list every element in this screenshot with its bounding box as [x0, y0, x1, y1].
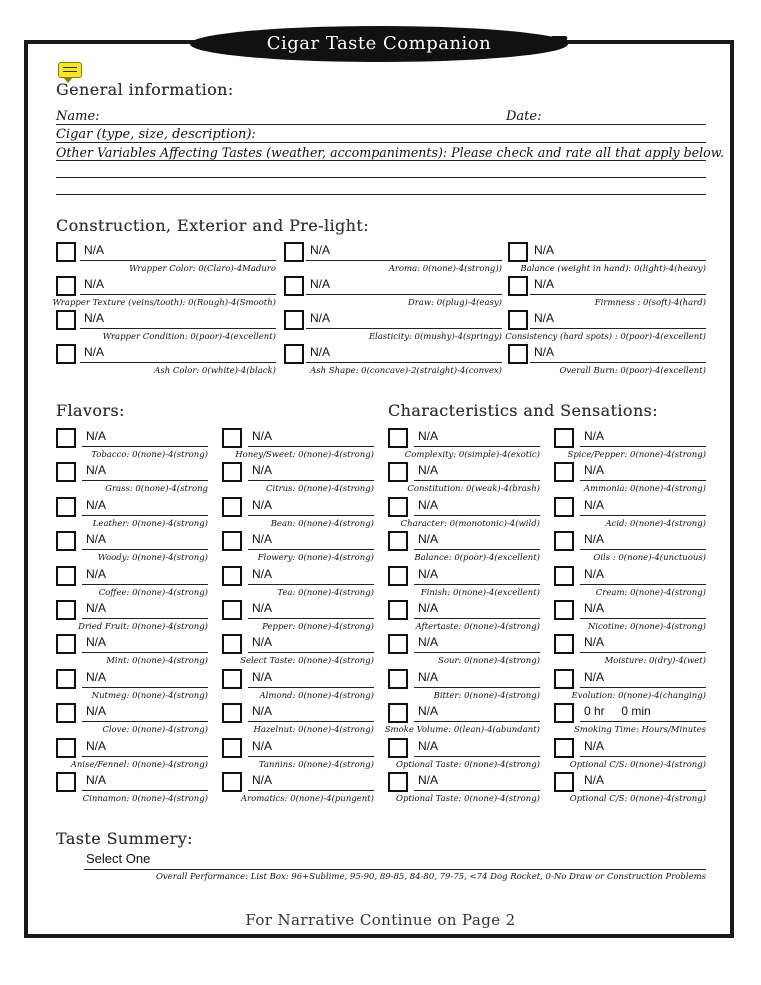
rating-checkbox[interactable] [222, 462, 242, 482]
rating-underline [580, 584, 706, 585]
rating-underline [580, 549, 706, 550]
rating-checkbox[interactable] [56, 703, 76, 723]
rating-underline [82, 446, 208, 447]
rating-checkbox[interactable] [388, 566, 408, 586]
rating-caption: Consistency (hard spots) : 0(poor)-4(excellent) [505, 332, 706, 342]
rating-value[interactable]: N/A [86, 463, 107, 477]
rating-value[interactable]: N/A [252, 567, 273, 581]
rating-checkbox[interactable] [554, 772, 574, 792]
rating-checkbox[interactable] [284, 276, 304, 296]
rating-checkbox[interactable] [284, 344, 304, 364]
rating-value[interactable]: N/A [252, 532, 273, 546]
rating-caption: Tobacco: 0(none)-4(strong) [91, 450, 208, 460]
rating-value[interactable]: N/A [86, 635, 107, 649]
rating-caption: Cream: 0(none)-4(strong) [595, 588, 706, 598]
cigar-label: Cigar (type, size, description): [56, 127, 256, 142]
rating-checkbox[interactable] [222, 566, 242, 586]
variables-field-1[interactable] [56, 160, 706, 161]
rating-underline [414, 515, 540, 516]
rating-underline [248, 446, 374, 447]
rating-checkbox[interactable] [222, 531, 242, 551]
rating-checkbox[interactable] [388, 738, 408, 758]
rating-caption: Wrapper Color: 0(Claro)-4Maduro [129, 264, 276, 274]
rating-caption: Draw: 0(plug)-4(easy) [407, 298, 502, 308]
rating-underline [530, 362, 706, 363]
rating-caption: Pepper: 0(none)-4(strong) [262, 622, 374, 632]
rating-underline [82, 756, 208, 757]
rating-checkbox[interactable] [388, 428, 408, 448]
rating-value[interactable]: N/A [86, 739, 107, 753]
rating-caption: Aroma: 0(none)-4(strong)) [388, 264, 502, 274]
rating-caption: Ash Color: 0(white)-4(black) [154, 366, 276, 376]
rating-underline [414, 756, 540, 757]
name-label: Name: [56, 109, 100, 124]
rating-checkbox[interactable] [56, 772, 76, 792]
rating-value[interactable]: N/A [310, 311, 331, 325]
rating-underline [306, 294, 502, 295]
rating-underline [82, 687, 208, 688]
rating-underline [82, 549, 208, 550]
rating-checkbox[interactable] [508, 242, 528, 262]
rating-value[interactable]: N/A [534, 277, 555, 291]
rating-value[interactable]: N/A [534, 243, 555, 257]
rating-checkbox[interactable] [554, 428, 574, 448]
rating-underline [248, 652, 374, 653]
rating-checkbox[interactable] [222, 772, 242, 792]
rating-value[interactable]: N/A [584, 532, 605, 546]
rating-checkbox[interactable] [222, 703, 242, 723]
rating-checkbox[interactable] [388, 531, 408, 551]
rating-underline [248, 687, 374, 688]
rating-caption: Balance (weight in hand): 0(light)-4(heavy) [520, 264, 706, 274]
rating-checkbox[interactable] [554, 531, 574, 551]
rating-caption: Mint: 0(none)-4(strong) [106, 656, 208, 666]
rating-value[interactable]: N/A [86, 601, 107, 615]
construction-heading: Construction, Exterior and Pre-light: [56, 216, 369, 235]
rating-checkbox[interactable] [554, 566, 574, 586]
rating-underline [82, 618, 208, 619]
rating-checkbox[interactable] [284, 242, 304, 262]
rating-checkbox[interactable] [222, 634, 242, 654]
rating-underline [80, 260, 276, 261]
rating-caption: Bitter: 0(none)-4(strong) [433, 691, 540, 701]
rating-checkbox[interactable] [56, 462, 76, 482]
rating-underline [248, 721, 374, 722]
rating-underline [248, 756, 374, 757]
general-info-heading: General information: [56, 80, 234, 99]
rating-value[interactable]: N/A [252, 704, 273, 718]
rating-underline [80, 328, 276, 329]
rating-value[interactable]: N/A [418, 635, 439, 649]
rating-value[interactable]: N/A [84, 277, 105, 291]
rating-caption: Nicotine: 0(none)-4(strong) [587, 622, 706, 632]
rating-caption: Ash Shape: 0(concave)-2(straight)-4(convex) [310, 366, 502, 376]
comment-note-icon[interactable] [58, 62, 82, 78]
page-title: Cigar Taste Companion [190, 26, 568, 62]
rating-checkbox[interactable] [222, 428, 242, 448]
rating-value[interactable]: N/A [418, 704, 439, 718]
rating-underline [580, 480, 706, 481]
rating-caption: Optional Taste: 0(none)-4(strong) [396, 794, 540, 804]
rating-underline [248, 515, 374, 516]
rating-underline [414, 480, 540, 481]
rating-value[interactable]: N/A [86, 773, 107, 787]
rating-underline [82, 515, 208, 516]
rating-underline [580, 618, 706, 619]
rating-value[interactable]: N/A [418, 498, 439, 512]
rating-value[interactable]: N/A [86, 532, 107, 546]
rating-caption: Citrus: 0(none)-4(strong) [265, 484, 374, 494]
rating-underline [530, 328, 706, 329]
rating-checkbox[interactable] [388, 462, 408, 482]
rating-value[interactable]: N/A [418, 670, 439, 684]
cigar-field[interactable] [56, 142, 706, 143]
rating-underline [82, 790, 208, 791]
rating-caption: Balance: 0(poor)-4(excellent) [414, 553, 540, 563]
rating-underline [414, 790, 540, 791]
rating-underline [248, 790, 374, 791]
rating-checkbox[interactable] [554, 703, 574, 723]
rating-caption: Optional C/S: 0(none)-4(strong) [569, 794, 706, 804]
rating-underline [306, 362, 502, 363]
rating-checkbox[interactable] [388, 634, 408, 654]
rating-checkbox[interactable] [222, 669, 242, 689]
rating-caption: Almond: 0(none)-4(strong) [259, 691, 374, 701]
taste-summary-heading: Taste Summery: [56, 829, 193, 848]
rating-underline [580, 652, 706, 653]
rating-checkbox[interactable] [56, 566, 76, 586]
rating-value[interactable]: N/A [418, 739, 439, 753]
rating-value[interactable]: N/A [584, 463, 605, 477]
rating-checkbox[interactable] [56, 344, 76, 364]
rating-caption: Aromatics: 0(none)-4(pungent) [240, 794, 374, 804]
rating-value[interactable]: N/A [86, 670, 107, 684]
rating-underline [580, 515, 706, 516]
rating-value[interactable]: N/A [534, 311, 555, 325]
rating-underline [414, 652, 540, 653]
rating-value[interactable]: N/A [252, 773, 273, 787]
rating-checkbox[interactable] [508, 344, 528, 364]
flavors-heading: Flavors: [56, 401, 125, 420]
rating-caption: Woody: 0(none)-4(strong) [97, 553, 208, 563]
rating-underline [580, 687, 706, 688]
rating-caption: Flowery: 0(none)-4(strong) [257, 553, 374, 563]
rating-checkbox[interactable] [388, 772, 408, 792]
rating-checkbox[interactable] [554, 669, 574, 689]
rating-checkbox[interactable] [56, 634, 76, 654]
rating-checkbox[interactable] [56, 310, 76, 330]
rating-caption: Acid: 0(none)-4(strong) [605, 519, 706, 529]
date-label: Date: [506, 109, 542, 124]
rating-underline [414, 584, 540, 585]
rating-value[interactable]: N/A [584, 429, 605, 443]
rating-checkbox[interactable] [554, 462, 574, 482]
rating-caption: Anise/Fennel: 0(none)-4(strong) [70, 760, 208, 770]
rating-value[interactable]: N/A [86, 498, 107, 512]
rating-caption: Smoke Volume: 0(lean)-4(abundant) [384, 725, 540, 735]
rating-value[interactable]: N/A [584, 635, 605, 649]
rating-caption: Nutmeg: 0(none)-4(strong) [91, 691, 208, 701]
rating-underline [248, 480, 374, 481]
rating-underline [414, 549, 540, 550]
variables-field-2[interactable] [56, 177, 706, 178]
rating-checkbox[interactable] [56, 497, 76, 517]
rating-checkbox[interactable] [388, 703, 408, 723]
overall-performance-caption: Overall Performance: List Box: 96+Sublime, 95-90, 89-85, 84-80, 79-75, <74 Dog Rocket, 0-No Draw or Construction Problems [155, 872, 706, 882]
rating-caption: Constitution: 0(weak)-4(brash) [407, 484, 540, 494]
rating-underline [82, 652, 208, 653]
rating-caption: Leather: 0(none)-4(strong) [92, 519, 208, 529]
rating-caption: Coffee: 0(none)-4(strong) [98, 588, 208, 598]
rating-underline [580, 756, 706, 757]
footer-note: For Narrative Continue on Page 2 [245, 911, 516, 929]
rating-value[interactable]: N/A [310, 345, 331, 359]
rating-checkbox[interactable] [508, 310, 528, 330]
rating-value[interactable]: 0 hr 0 min [584, 704, 651, 718]
rating-value[interactable]: N/A [418, 567, 439, 581]
rating-checkbox[interactable] [388, 669, 408, 689]
rating-underline [82, 480, 208, 481]
rating-value[interactable]: N/A [252, 635, 273, 649]
rating-value[interactable]: N/A [418, 463, 439, 477]
rating-underline [414, 618, 540, 619]
rating-value[interactable]: N/A [84, 311, 105, 325]
rating-caption: Wrapper Condition: 0(poor)-4(excellent) [102, 332, 276, 342]
rating-checkbox[interactable] [554, 634, 574, 654]
rating-checkbox[interactable] [56, 242, 76, 262]
rating-caption: Finish: 0(none)-4(excellent) [420, 588, 540, 598]
rating-checkbox[interactable] [222, 497, 242, 517]
rating-underline [414, 446, 540, 447]
rating-value[interactable]: N/A [584, 601, 605, 615]
rating-underline [82, 721, 208, 722]
rating-checkbox[interactable] [508, 276, 528, 296]
rating-value[interactable]: N/A [86, 567, 107, 581]
rating-value[interactable]: N/A [584, 498, 605, 512]
rating-caption: Ammonia: 0(none)-4(strong) [583, 484, 706, 494]
rating-caption: Dried Fruit: 0(none)-4(strong) [78, 622, 208, 632]
rating-caption: Evolution: 0(none)-4(changing) [571, 691, 706, 701]
rating-caption: Honey/Sweet: 0(none)-4(strong) [235, 450, 374, 460]
rating-caption: Optional C/S: 0(none)-4(strong) [569, 760, 706, 770]
rating-value[interactable]: N/A [86, 704, 107, 718]
rating-caption: Sour: 0(none)-4(strong) [438, 656, 540, 666]
rating-checkbox[interactable] [56, 276, 76, 296]
rating-caption: Moisture: 0(dry)-4(wet) [604, 656, 706, 666]
summary-underline [84, 869, 706, 870]
rating-value[interactable]: N/A [584, 670, 605, 684]
rating-underline [306, 328, 502, 329]
rating-caption: Clove: 0(none)-4(strong) [102, 725, 208, 735]
rating-value[interactable]: N/A [418, 601, 439, 615]
rating-underline [580, 446, 706, 447]
variables-label: Other Variables Affecting Tastes (weather, accompaniments): Please check and rate all that apply below. [56, 145, 725, 160]
rating-value[interactable]: N/A [310, 277, 331, 291]
rating-underline [248, 618, 374, 619]
rating-checkbox[interactable] [388, 600, 408, 620]
rating-caption: Smoking Time: Hours/Minutes [573, 725, 706, 735]
rating-value[interactable]: N/A [252, 463, 273, 477]
rating-caption: Character: 0(monotonic)-4(wild) [400, 519, 540, 529]
name-date-field[interactable] [56, 124, 706, 125]
rating-value[interactable]: N/A [252, 429, 273, 443]
rating-caption: Bean: 0(none)-4(strong) [270, 519, 374, 529]
rating-caption: Tannins: 0(none)-4(strong) [258, 760, 374, 770]
rating-checkbox[interactable] [222, 600, 242, 620]
rating-caption: Overall Burn: 0(poor)-4(excellent) [559, 366, 706, 376]
rating-value[interactable]: N/A [84, 243, 105, 257]
rating-caption: Elasticity: 0(mushy)-4(springy) [368, 332, 502, 342]
variables-field-3[interactable] [56, 194, 706, 195]
rating-value[interactable]: N/A [252, 739, 273, 753]
rating-underline [306, 260, 502, 261]
rating-value[interactable]: N/A [534, 345, 555, 359]
rating-underline [80, 294, 276, 295]
rating-caption: Tea: 0(none)-4(strong) [277, 588, 374, 598]
rating-value[interactable]: N/A [252, 670, 273, 684]
rating-underline [82, 584, 208, 585]
rating-value[interactable]: N/A [418, 532, 439, 546]
rating-caption: Aftertaste: 0(none)-4(strong) [415, 622, 540, 632]
rating-caption: Spice/Pepper: 0(none)-4(strong) [567, 450, 706, 460]
rating-underline [248, 549, 374, 550]
rating-value[interactable]: N/A [86, 429, 107, 443]
rating-checkbox[interactable] [554, 600, 574, 620]
rating-caption: Optional Taste: 0(none)-4(strong) [396, 760, 540, 770]
rating-value[interactable]: N/A [584, 739, 605, 753]
rating-underline [80, 362, 276, 363]
rating-underline [580, 721, 706, 722]
rating-underline [414, 687, 540, 688]
rating-checkbox[interactable] [388, 497, 408, 517]
rating-value[interactable]: N/A [252, 498, 273, 512]
rating-caption: Firmness : 0(soft)-4(hard) [594, 298, 706, 308]
rating-checkbox[interactable] [222, 738, 242, 758]
rating-value[interactable]: N/A [310, 243, 331, 257]
overall-performance-select[interactable]: Select One [86, 851, 151, 866]
rating-underline [414, 721, 540, 722]
rating-caption: Hazelnut: 0(none)-4(strong) [253, 725, 374, 735]
rating-checkbox[interactable] [554, 497, 574, 517]
rating-caption: Cinnamon: 0(none)-4(strong) [82, 794, 208, 804]
rating-checkbox[interactable] [56, 738, 76, 758]
rating-value[interactable]: N/A [418, 429, 439, 443]
rating-caption: Select Taste: 0(none)-4(strong) [240, 656, 374, 666]
rating-value[interactable]: N/A [584, 773, 605, 787]
rating-underline [580, 790, 706, 791]
rating-caption: Complexity: 0(simple)-4(exotic) [404, 450, 540, 460]
rating-caption: Grass: 0(none)-4(strong [105, 484, 208, 494]
rating-value[interactable]: N/A [84, 345, 105, 359]
rating-checkbox[interactable] [56, 600, 76, 620]
rating-checkbox[interactable] [284, 310, 304, 330]
rating-underline [530, 260, 706, 261]
rating-checkbox[interactable] [56, 669, 76, 689]
rating-checkbox[interactable] [56, 428, 76, 448]
rating-underline [248, 584, 374, 585]
rating-caption: Wrapper Texture (veins/tooth): 0(Rough)-4(Smooth) [52, 298, 276, 308]
rating-caption: Oils : 0(none)-4(unctuous) [593, 553, 706, 563]
rating-value[interactable]: N/A [252, 601, 273, 615]
rating-underline [530, 294, 706, 295]
characteristics-heading: Characteristics and Sensations: [388, 401, 659, 420]
rating-checkbox[interactable] [56, 531, 76, 551]
rating-value[interactable]: N/A [584, 567, 605, 581]
rating-value[interactable]: N/A [418, 773, 439, 787]
rating-checkbox[interactable] [554, 738, 574, 758]
